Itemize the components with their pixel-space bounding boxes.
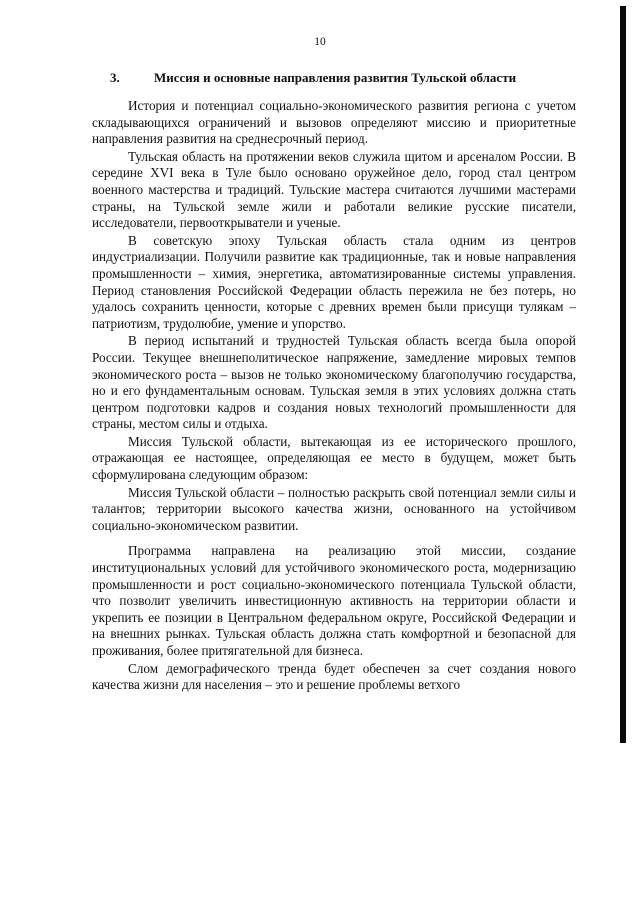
paragraph: В период испытаний и трудностей Тульская область всегда была опорой России. Текущее внешнеполитическое напряжение, замедление мировых темпов экономического роста – вызов не только экономическому благополучию государства, но и его фундаментальным основам. Тульская земля в этих условиях должна стать центром подготовки кадров и создания новых технологий промышленности для страны, местом силы и отдыха. — [92, 333, 576, 432]
section-title: Миссия и основные направления развития Тульской области — [154, 70, 517, 85]
paragraph: Программа направлена на реализацию этой миссии, создание институциональных условий для устойчивого экономического роста, модернизацию промышленности и рост социально-экономического потенциала Тульской области, что позволит увеличить инвестиционную активность на территории области и укрепить ее позиции в Центральном федеральном округе, Российской Федерации и на внешних рынках. Тульская область должна стать комфортной и безопасной для проживания, более притягательной для бизнеса. — [92, 543, 576, 658]
paragraph: Тульская область на протяжении веков служила щитом и арсеналом России. В середине XVI века в Туле было основано оружейное дело, город стал центром военного мастерства и традиций. Тульские мастера считаются лучшими мастерами страны, на Тульской земле жили и работали великие русские писатели, исследователи, первооткрыватели и ученые. — [92, 148, 576, 231]
section-number: 3. — [110, 70, 120, 85]
document-body — [92, 98, 576, 694]
paragraph: Слом демографического тренда будет обеспечен за счет создания нового качества жизни для населения – это и решение проблемы ветхого — [92, 660, 576, 693]
paragraph: История и потенциал социально-экономического развития региона с учетом складывающихся ограничений и вызовов определяют миссию и приоритетные направления развития на среднесрочный период. — [92, 98, 576, 147]
paragraph: Миссия Тульской области, вытекающая из ее исторического прошлого, отражающая ее настоящее, определяющая ее место в будущем, может быть сформулирована следующим образом: — [92, 433, 576, 483]
paragraph: В советскую эпоху Тульская область стала одним из центров индустриализации. Получили развитие как традиционные, так и новые направления промышленности – химия, энергетика, автоматизированные системы управления. Период становления Российской Федерации область пережила не без потерь, но удалось сохранить ценности, которые с древних времен были присущи тулякам – патриотизм, трудолюбие, умение и упорство. — [92, 232, 576, 331]
scan-edge-bar — [620, 6, 626, 743]
section-heading — [110, 70, 580, 86]
page-number: 10 — [314, 36, 326, 48]
mission-statement: Миссия Тульской области – полностью раскрыть свой потенциал земли силы и талантов; территории высокого качества жизни, основанного на устойчивом социально-экономическом развитии. — [92, 484, 576, 533]
